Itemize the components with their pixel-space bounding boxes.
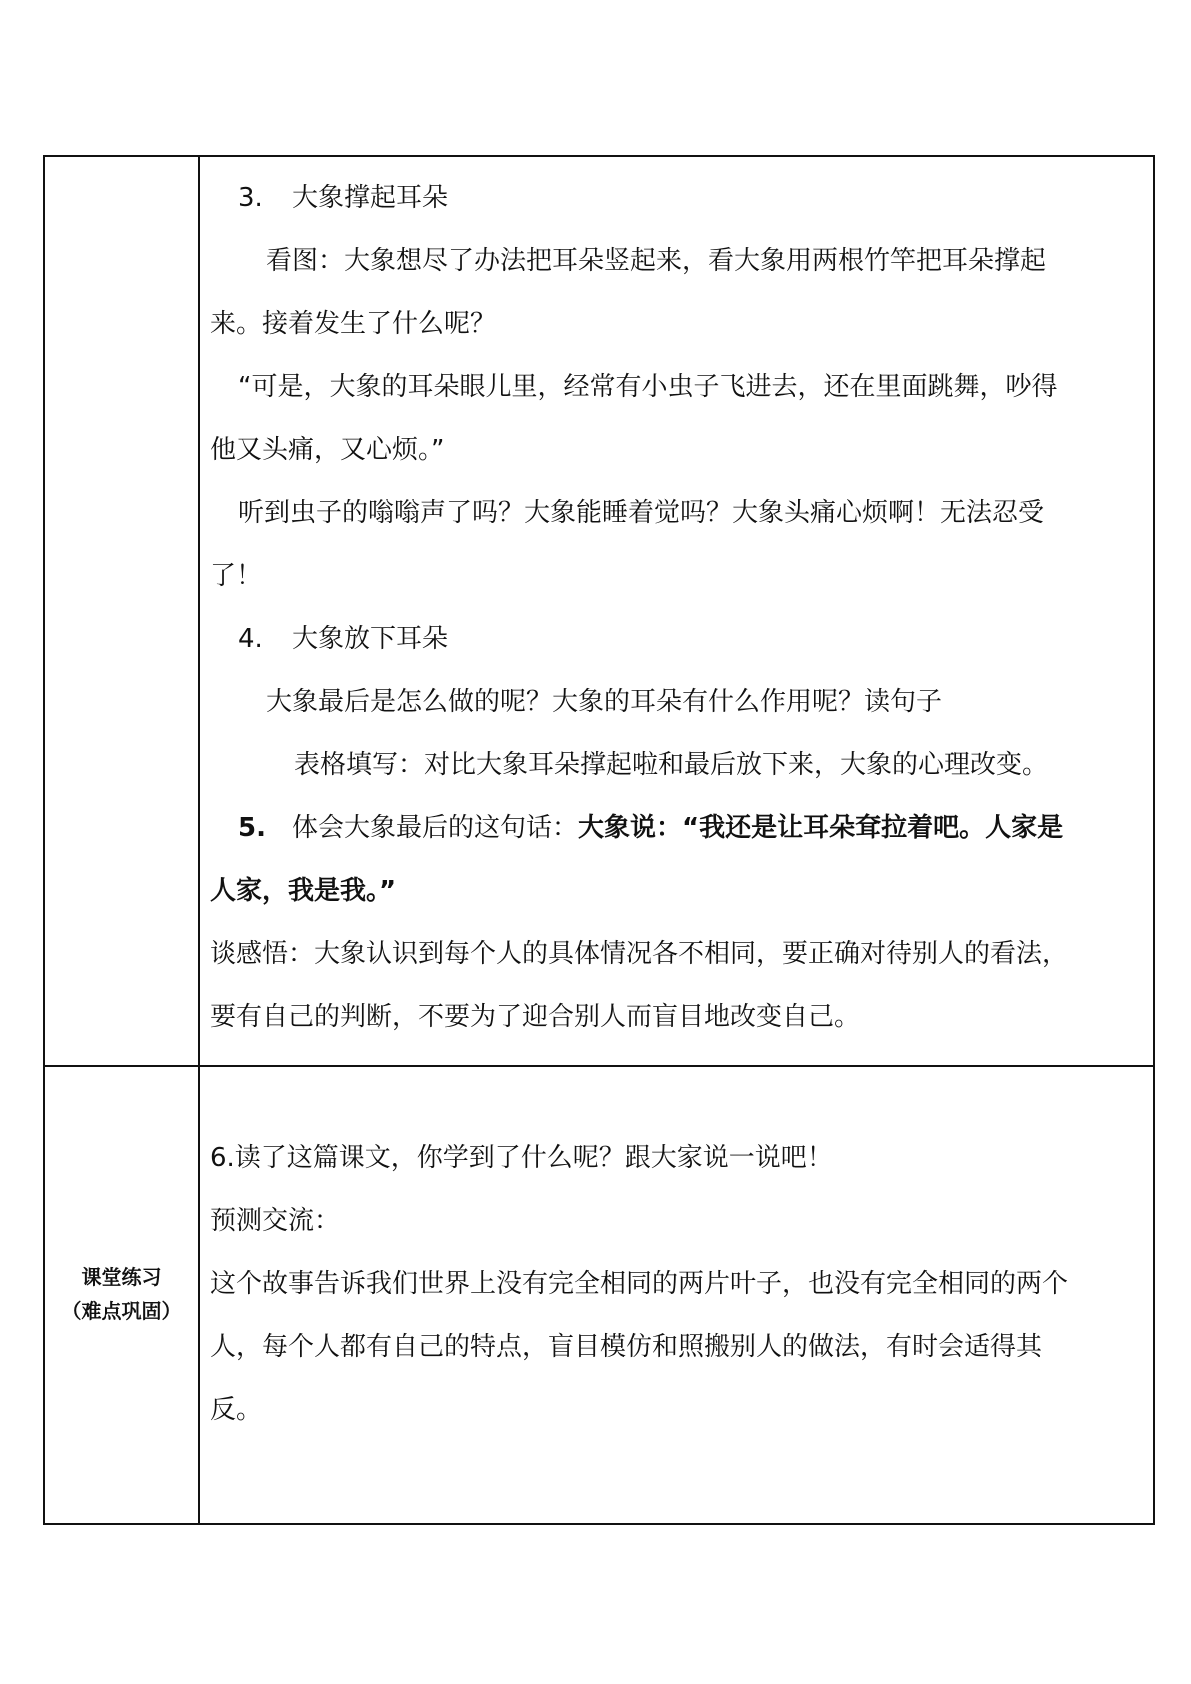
lesson-table <box>43 155 1155 1525</box>
answer-line1: 这个故事告诉我们世界上没有完全相同的两片叶子，也没有完全相同的两个 <box>210 1269 1069 1299</box>
item4-question: 大象最后是怎么做的呢？大象的耳朵有什么作用呢？读句子 <box>266 687 943 717</box>
section-label-cell <box>45 1065 198 1523</box>
row-divider <box>45 1065 1153 1067</box>
insight-line1: 谈感悟：大象认识到每个人的具体情况各不相同，要正确对待别人的看法， <box>210 939 1069 969</box>
item5-line1 <box>210 797 1145 860</box>
item5-quote-bold-line2: 人家，我是我。” <box>210 876 397 906</box>
teaching-content-cell <box>210 167 1145 1049</box>
item3-title: 大象撑起耳朵 <box>292 183 449 213</box>
item3-look-line2: 来。接着发生了什么呢？ <box>210 309 497 339</box>
item3-listen-line1: 听到虫子的嗡嗡声了吗？大象能睡着觉吗？大象头痛心烦啊！无法忍受 <box>238 498 1045 528</box>
item3-number: 3. <box>238 183 263 213</box>
item4-title: 大象放下耳朵 <box>292 624 449 654</box>
section-label-line1: 课堂练习 <box>81 1265 162 1289</box>
item4-number: 4. <box>238 624 263 654</box>
item4-heading <box>210 608 1145 671</box>
item5-quote-bold: 大象说：“我还是让耳朵耷拉着吧。人家是 <box>578 813 1064 843</box>
item5-number: 5. <box>238 813 266 843</box>
predict-label: 预测交流： <box>210 1206 341 1236</box>
item4-table-task: 表格填写：对比大象耳朵撑起啦和最后放下来，大象的心理改变。 <box>294 750 1049 780</box>
section-label-line2: （难点巩固） <box>61 1299 182 1323</box>
insight-line2: 要有自己的判断，不要为了迎合别人而盲目地改变自己。 <box>210 1002 861 1032</box>
item3-look-line1: 看图：大象想尽了办法把耳朵竖起来，看大象用两根竹竿把耳朵撑起 <box>266 246 1047 276</box>
answer-line3: 反。 <box>210 1395 263 1425</box>
column-divider <box>198 157 200 1523</box>
answer-line2: 人，每个人都有自己的特点，盲目模仿和照搬别人的做法，有时会适得其 <box>210 1332 1043 1362</box>
practice-question: 6.读了这篇课文，你学到了什么呢？跟大家说一说吧！ <box>210 1143 833 1173</box>
item3-quote-line1: “可是，大象的耳朵眼儿里，经常有小虫子飞进去，还在里面跳舞，吵得 <box>238 372 1058 402</box>
item3-quote-line2: 他又头痛，又心烦。” <box>210 435 445 465</box>
item3-listen-line2: 了！ <box>210 561 263 591</box>
practice-content-cell <box>210 1127 1145 1442</box>
item3-heading <box>210 167 1145 230</box>
item5-text: 体会大象最后的这句话： <box>292 813 579 843</box>
